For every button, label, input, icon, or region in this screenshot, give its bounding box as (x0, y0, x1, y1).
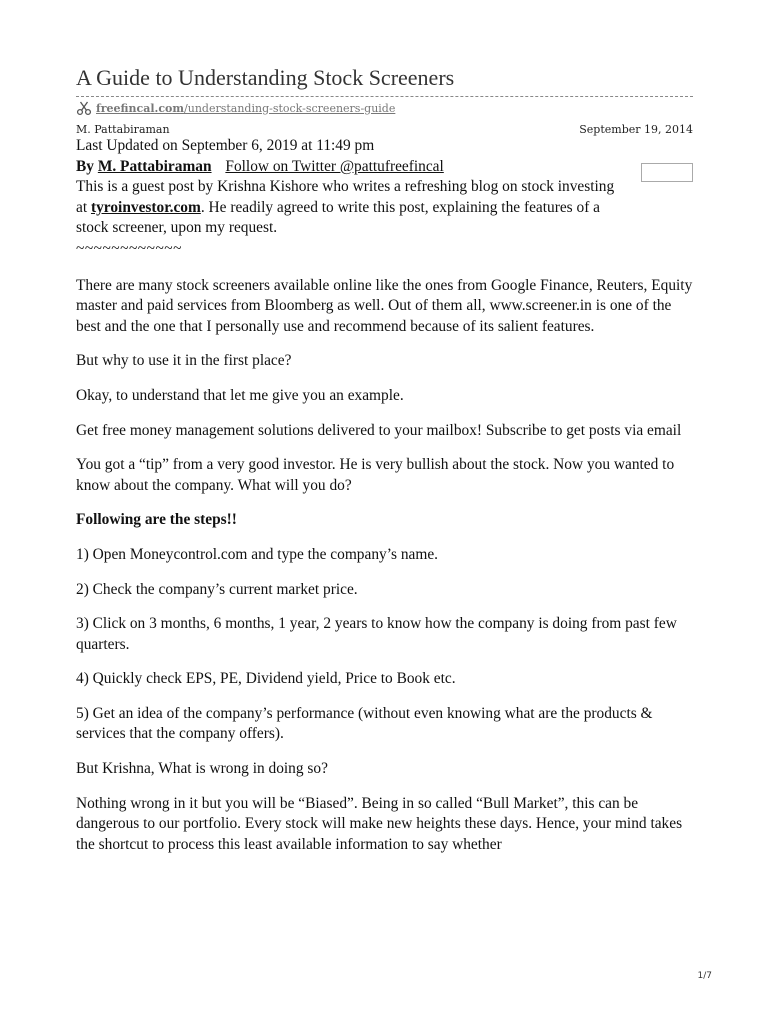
step-item: 1) Open Moneycontrol.com and type the company’s name. (76, 545, 439, 563)
document-page (76, 62, 693, 855)
meta-author: M. Pattabiraman (76, 123, 170, 136)
step-item: 4) Quickly check EPS, PE, Dividend yield, Price to Book etc. (76, 670, 456, 688)
intro-paragraph (76, 177, 626, 239)
page-number: 1/7 (697, 971, 712, 981)
tyroinvestor-link[interactable]: tyroinvestor.com (90, 198, 201, 216)
paragraph: But why to use it in the first place? (76, 352, 292, 370)
last-updated: Last Updated on September 6, 2019 at 11:49 pm (76, 137, 375, 154)
meta-date: September 19, 2014 (579, 123, 693, 136)
paragraph: You got a “tip” from a very good investor. He is very bullish about the stock. Now you wanted to know about the company. What will you do? (76, 456, 675, 494)
answer-paragraph: Nothing wrong in it but you will be “Biased”. Being in so called “Bull Market”, this can be dangerous to our portfolio. Every stock will make new heights these days. Hence, your mind takes the shortcut to process this least available information to say whether (76, 794, 683, 853)
source-path-link[interactable]: /understanding-stock-screeners-guide (184, 101, 396, 115)
question-paragraph: But Krishna, What is wrong in doing so? (76, 760, 328, 778)
follow-widget-box[interactable] (641, 163, 693, 182)
separator: ~~~~~~~~~~~~ (76, 239, 182, 257)
page-title: A Guide to Understanding Stock Screeners (76, 65, 455, 90)
scissors-icon (76, 100, 92, 116)
source-url (76, 100, 693, 116)
step-item: 2) Check the company’s current market price. (76, 580, 358, 598)
steps-heading: Following are the steps!! (76, 511, 237, 529)
source-domain-link[interactable]: freefincal.com (96, 101, 185, 115)
step-item: 3) Click on 3 months, 6 months, 1 year, 2 years to know how the company is doing from past few quarters. (76, 615, 677, 653)
subscribe-paragraph: Get free money management solutions delivered to your mailbox! Subscribe to get posts via email (76, 421, 682, 439)
intro-block (76, 177, 693, 239)
byline-by: By (76, 157, 94, 175)
step-item: 5) Get an idea of the company’s performance (without even knowing what are the products & services that the company offers). (76, 704, 653, 743)
byline (76, 157, 693, 178)
paragraph: Okay, to understand that let me give you an example. (76, 386, 404, 404)
article-body (76, 136, 693, 855)
meta-row (76, 123, 693, 136)
twitter-follow-link[interactable]: Follow on Twitter @pattufreefincal (225, 157, 444, 175)
intro-text-1: This is a guest post by Krishna Kishore who writes a refreshing blog on stock investing at (76, 178, 615, 216)
intro-text-2: . He readily agreed to write this post, explaining the features of a stock screener, upon my request. (76, 198, 600, 237)
paragraph: There are many stock screeners available online like the ones from Google Finance, Reuters, Equity master and paid services from Bloomberg as well. Out of them all, www.screener.in is one of the best and the one that I personally use and recommend because of its salient features. (76, 276, 693, 335)
title-divider (76, 96, 693, 97)
author-link[interactable]: M. Pattabiraman (97, 157, 212, 175)
